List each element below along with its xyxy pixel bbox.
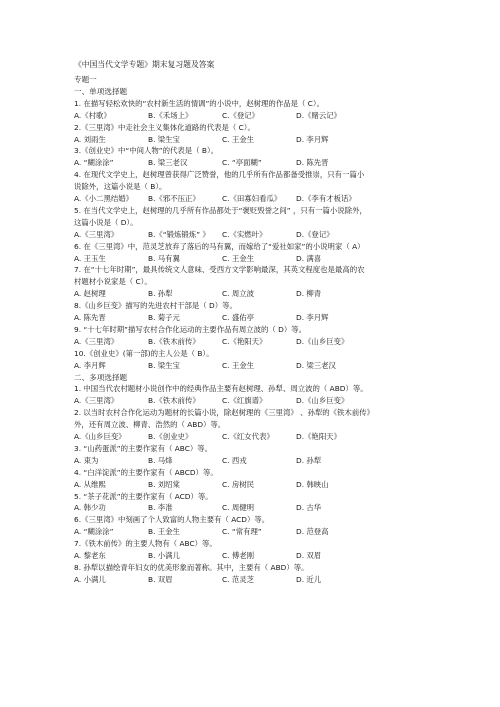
question-text: 9. “十七年时期”描写农村合作化运动的主要作品有周立波的（ D）等。 [74,324,307,334]
question-text: 7.《铁木前传》的主要人物有（ ABC）等。 [74,539,217,549]
answer-option: C. 盛佑亭 [222,313,255,322]
answer-option: B. 小满儿 [148,551,180,560]
question-text: 6. 在《三里湾》中，范灵芝放弃了落后的马有翼，而嫁给了“爱社如家”的小说明家（ A） [74,241,365,251]
answer-option: B.《“锻炼锻炼” 》 [148,229,210,239]
answer-option: A. “糊涂涂” [74,158,114,168]
answer-option: A.《三里湾》 [74,336,119,346]
answer-option: D. 孙犁 [296,455,322,465]
answer-option: D.《李有才板话》 [296,194,356,203]
answer-option: A. 从维熙 [74,479,106,489]
answer-option: D. 满喜 [296,253,322,263]
section-heading: 一、单项选择题 [74,86,128,96]
answer-option: A. 陈先晋 [74,313,106,322]
question-text: 8. 孙犁以描绘青年妇女的优美形象而著称。其中，主要有（ ABD）等。 [74,562,309,572]
topic-heading: 专题一 [74,75,97,84]
question-text: 6.《三里湾》中刻画了个人致富的人物主要有（ ACD）等。 [74,515,270,525]
answer-option: C.《红旗谱》 [222,396,267,406]
answer-option: B. 梁生宝 [148,134,180,144]
answer-option: C. 傅老刚 [222,551,255,560]
question-text: 4. “白洋淀派”的主要作家有（ ABCD）等。 [74,467,218,477]
answer-option: A. 李月辉 [74,360,106,370]
answer-option: C. 王金生 [222,134,255,144]
answer-option: B.《禾场上》 [148,110,193,120]
answer-option: A. 刘雨生 [74,134,106,144]
question-text: 1. 中国当代农村题材小说创作中的经典作品主要有赵树理、孙犁、周立波的（ ABD）等。 [74,384,368,394]
question-text: 这篇小说是（ D）。 [74,217,138,227]
question-text: 2. 以当时农村合作化运动为题材的长篇小说，除赵树理的《三里湾》 、孙犁的《铁木前传》 [74,408,374,418]
answer-option: B. 王金生 [148,527,180,537]
answer-option: B. 菊子元 [148,313,180,322]
answer-option: C.《登记》 [222,110,260,120]
answer-option: D.《山乡巨变》 [296,396,349,406]
answer-option: C.《艳阳天》 [222,336,267,346]
answer-option: D. 范登高 [296,527,329,537]
question-text: 说除外，这篇小说是（ B）。 [74,182,167,192]
question-text: 2.《三里湾》中走社会主义集体化道路的代表是（ C）。 [74,122,255,132]
answer-option: C. 周健明 [222,503,255,513]
question-text: 村题材小说家是（ C）。 [74,277,152,287]
question-text: 外，还有周立波、柳青、浩然的（ ABD）等。 [74,420,226,430]
answer-option: D.《艳阳天》 [296,432,341,441]
answer-option: A.《村歌》 [74,110,111,120]
answer-option: D. 双眉 [296,551,322,560]
answer-option: B. 马烽 [148,455,173,465]
question-text: 7. 在“十七年时期”，最具传统文人意味、受西方文学影响最深，其英文程度也是最高的农 [74,265,365,275]
answer-option: A.《三里湾》 [74,396,119,406]
section-heading: 二、多项选择题 [74,372,128,382]
answer-option: D. 李月辉 [296,134,329,144]
answer-option: B. 马有翼 [148,253,180,263]
question-text: 10.《创业史》(第一部)的主人公是（ B）。 [74,348,214,358]
answer-option: B. 刘绍棠 [148,479,180,489]
answer-option: D.《登记》 [296,229,334,239]
answer-option: C.《田寡妇看瓜》 [222,194,282,203]
answer-option: C.《红女代表》 [222,432,274,441]
answer-option: D. 李月辉 [296,313,329,322]
question-text: 5. 在当代文学史上，赵树理的几乎所有作品都处于“褒贬毁誉之间” ，只有一篇小说除外， [74,205,367,215]
answer-option: C.《实燃叶》 [222,229,267,239]
answer-option: B. 李准 [148,503,173,513]
answer-option: C. 范灵芝 [222,574,255,584]
answer-option: D. 陈先晋 [296,158,329,168]
answer-option: D. 近儿 [296,574,322,584]
answer-option: C. 王金生 [222,253,255,263]
answer-option: B. 梁生宝 [148,360,180,370]
answer-option: B. 孙犁 [148,289,173,299]
answer-option: D. 梁三老汉 [296,360,336,370]
answer-option: A. 束为 [74,455,99,465]
answer-option: B. 双眉 [148,574,173,584]
answer-option: D.《山乡巨变》 [296,336,349,346]
answer-option: D.《赌云记》 [296,110,341,120]
answer-option: C. 房树民 [222,479,255,489]
answer-option: C. “常有理” [222,527,262,537]
answer-option: A.《三里湾》 [74,229,119,239]
answer-option: A. 小满儿 [74,574,106,584]
answer-option: B.《邪不压正》 [148,194,200,203]
document-title: 《中国当代文学专题》期末复习题及答案 [74,60,215,69]
answer-option: A. 赵树理 [74,289,106,299]
answer-option: A. 韩少功 [74,503,106,513]
answer-option: D. 韩映山 [296,479,329,489]
answer-option: D. 古华 [296,503,322,513]
answer-option: A.《小二黑结婚》 [74,194,134,203]
question-text: 3. “山药蛋派”的主要作家有（ ABC）等。 [74,443,213,453]
question-text: 8.《山乡巨变》描写的先进农村干部是（ D）等。 [74,301,237,311]
question-text: 5. “茶子花派”的主要作家有（ ACD）等。 [74,491,213,501]
answer-option: A.《山乡巨变》 [74,432,126,441]
answer-option: C. “亭面糊” [222,158,262,168]
answer-option: B.《铁木前传》 [148,336,200,346]
answer-option: C. 周立波 [222,289,255,299]
answer-option: A. 黎老东 [74,551,106,560]
question-text: 4. 在现代文学史上，赵树理曾获得广泛赞誉，他的几乎所有作品都备受推崇，只有一篇小 [74,170,365,180]
question-text: 3.《创业史》中“中间人物”的代表是（ B）。 [74,146,219,156]
answer-option: D. 柳青 [296,289,322,299]
answer-option: B.《创业史》 [148,432,193,441]
answer-option: B.《铁木前传》 [148,396,200,406]
answer-option: A. 王玉生 [74,253,106,263]
answer-option: C. 王金生 [222,360,255,370]
answer-option: C. 西戎 [222,455,247,465]
question-text: 1. 在描写轻松欢快的“农村新生活的情调”的小说中，赵树理的作品是（ C）。 [74,98,324,108]
answer-option: B. 梁三老汉 [148,158,188,168]
answer-option: A. “糊涂涂” [74,527,114,537]
